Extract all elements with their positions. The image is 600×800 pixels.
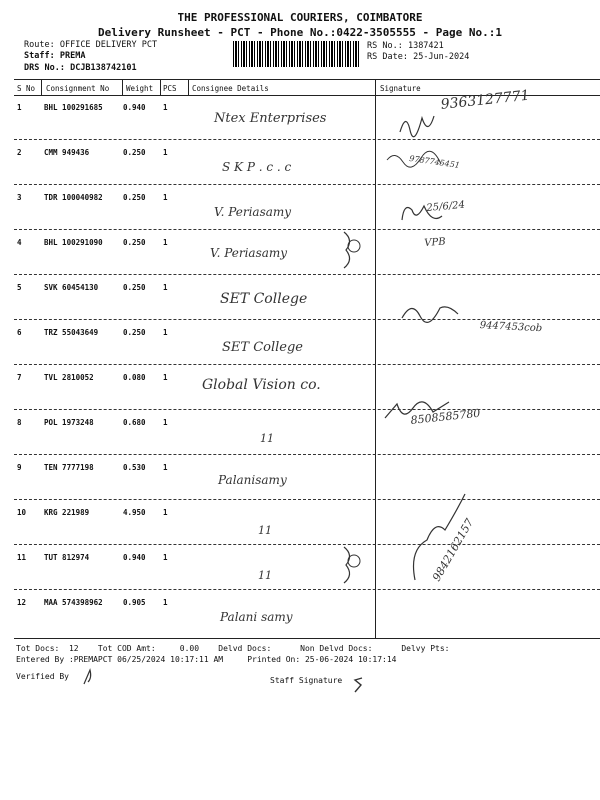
row-consignee-handwritten: 11 (258, 569, 272, 582)
column-divider (122, 79, 123, 96)
row-consignment-no: MAA 574398962 (44, 598, 103, 607)
row-consignee-handwritten: V. Periasamy (214, 205, 292, 219)
staff-line (24, 51, 85, 62)
row-consignee-handwritten: Global Vision co. (202, 377, 321, 393)
row-pcs: 1 (163, 373, 168, 382)
row-separator (14, 589, 600, 590)
row-signature-handwritten: 9363127771 (440, 87, 531, 113)
row-sno: 9 (17, 463, 22, 472)
row-weight: 0.530 (123, 463, 146, 472)
row-consignment-no: KRG 221989 (44, 508, 90, 517)
row-weight: 0.080 (123, 373, 146, 382)
row-consignee-handwritten: Palanisamy (218, 473, 287, 487)
row-consignment-no: TEN 7777198 (44, 463, 94, 472)
row-signature-handwritten: 25/6/24 (426, 199, 466, 214)
rs-no-value: 1387421 (407, 41, 444, 51)
row-separator (14, 499, 600, 500)
rs-no-line (367, 41, 444, 52)
row-pcs: 1 (163, 283, 168, 292)
row-consignee-handwritten: S K P . c . c (222, 160, 292, 174)
table-top-border (14, 79, 600, 80)
rs-date-label: RS Date: (367, 52, 408, 62)
column-divider (188, 79, 189, 96)
row-pcs: 1 (163, 103, 168, 112)
route-value: OFFICE DELIVERY PCT (59, 40, 158, 50)
row-separator (14, 409, 600, 410)
row-signature-handwritten: VPB (424, 236, 447, 249)
row-weight: 0.250 (123, 283, 146, 292)
row-sno: 11 (17, 553, 27, 562)
verified-by-label: Verified By (16, 672, 69, 681)
route-label: Route: (24, 40, 55, 50)
staff-label: Staff: (24, 51, 55, 61)
signature-scribble-icon (385, 150, 445, 170)
barcode (233, 41, 361, 67)
company-name: THE PROFESSIONAL COURIERS, COIMBATORE (177, 11, 423, 24)
row-consignee-handwritten: Ntex Enterprises (214, 111, 327, 126)
signature-column-divider (375, 79, 376, 639)
bracket-mark-icon (340, 545, 360, 585)
row-separator (14, 229, 600, 230)
signature-scribble-icon (405, 490, 475, 590)
row-separator (14, 319, 600, 320)
row-signature-handwritten: 8508585780 (410, 406, 481, 427)
row-separator (14, 139, 600, 140)
row-sno: 6 (17, 328, 22, 337)
row-weight: 0.250 (123, 328, 146, 337)
row-separator (14, 454, 600, 455)
row-sno: 8 (17, 418, 22, 427)
row-weight: 4.950 (123, 508, 146, 517)
row-sno: 12 (17, 598, 27, 607)
row-consignee-handwritten: SET College (220, 291, 308, 307)
row-consignment-no: BHL 100291685 (44, 103, 103, 112)
rs-no-label: RS No.: (367, 41, 403, 51)
col-signature: Signature (380, 84, 421, 93)
row-pcs: 1 (163, 553, 168, 562)
row-consignee-handwritten: 11 (258, 524, 272, 537)
row-sno: 4 (17, 238, 22, 247)
row-weight: 0.250 (123, 193, 146, 202)
row-sno: 5 (17, 283, 22, 292)
col-consignee: Consignee Details (192, 84, 269, 93)
drs-value: DCJB138742101 (70, 63, 137, 73)
row-consignment-no: SVK 60454130 (44, 283, 99, 292)
rs-date-value: 25-Jun-2024 (413, 52, 470, 62)
route-line (24, 40, 157, 51)
row-consignee-handwritten: V. Periasamy (210, 246, 288, 260)
row-pcs: 1 (163, 148, 168, 157)
row-separator (14, 544, 600, 545)
row-pcs: 1 (163, 598, 168, 607)
row-signature-handwritten: 9447453cob (479, 320, 543, 335)
row-weight: 0.250 (123, 148, 146, 157)
row-sno: 2 (17, 148, 22, 157)
col-pcs: PCS (163, 84, 177, 93)
row-consignee-handwritten: Palani samy (220, 610, 293, 624)
row-signature-handwritten: 9842162157 (430, 516, 477, 584)
totals-line: Tot Docs: 12 Tot COD Amt: 0.00 Delvd Docs: Non Delvd Docs: Delvy Pts: (16, 644, 450, 653)
row-consignee-handwritten: 11 (260, 432, 274, 445)
row-sno: 7 (17, 373, 22, 382)
row-pcs: 1 (163, 508, 168, 517)
row-separator (14, 184, 600, 185)
row-pcs: 1 (163, 328, 168, 337)
row-pcs: 1 (163, 193, 168, 202)
column-divider (160, 79, 161, 96)
row-consignment-no: TVL 2810052 (44, 373, 94, 382)
bracket-mark-icon (340, 230, 360, 270)
row-consignment-no: CMM 949436 (44, 148, 90, 157)
signature-scribble-icon (383, 398, 453, 428)
row-consignment-no: POL 1973248 (44, 418, 94, 427)
row-sno: 10 (17, 508, 27, 517)
row-consignment-no: TUT 812974 (44, 553, 90, 562)
row-weight: 0.940 (123, 103, 146, 112)
signature-scribble-icon (398, 200, 448, 230)
row-consignment-no: BHL 100291090 (44, 238, 103, 247)
signature-scribble-icon (398, 110, 438, 140)
col-weight: Weight (126, 84, 154, 93)
signature-scribble-icon (400, 300, 460, 325)
row-pcs: 1 (163, 463, 168, 472)
row-sno: 3 (17, 193, 22, 202)
col-sno: S No (17, 84, 36, 93)
row-weight: 0.940 (123, 553, 146, 562)
entered-by-line: Entered By :PREMAPCT 06/25/2024 10:17:11 AM Printed On: 25-06-2024 10:17:14 (16, 655, 397, 664)
row-consignment-no: TDR 100040982 (44, 193, 103, 202)
row-weight: 0.905 (123, 598, 146, 607)
staff-signature-label: Staff Signature (270, 676, 343, 685)
verified-signature-icon (80, 668, 98, 686)
drs-label: DRS No.: (24, 63, 65, 73)
row-signature-handwritten: 9787745451 (408, 154, 461, 170)
row-pcs: 1 (163, 238, 168, 247)
row-weight: 0.680 (123, 418, 146, 427)
row-consignee-handwritten: SET College (222, 340, 303, 355)
col-consignment: Consignment No (46, 84, 110, 93)
row-weight: 0.250 (123, 238, 146, 247)
row-consignment-no: TRZ 55043649 (44, 328, 99, 337)
row-separator (14, 364, 600, 365)
staff-signature-icon (352, 676, 366, 694)
runsheet-title: Delivery Runsheet - PCT - Phone No.:0422-3505555 - Page No.:1 (98, 26, 502, 39)
column-divider (41, 79, 42, 96)
staff-value: PREMA (59, 51, 86, 61)
rs-date-line (367, 52, 469, 63)
row-separator (14, 274, 600, 275)
drs-line (24, 63, 137, 74)
row-pcs: 1 (163, 418, 168, 427)
table-bottom-border (14, 638, 600, 639)
row-sno: 1 (17, 103, 22, 112)
